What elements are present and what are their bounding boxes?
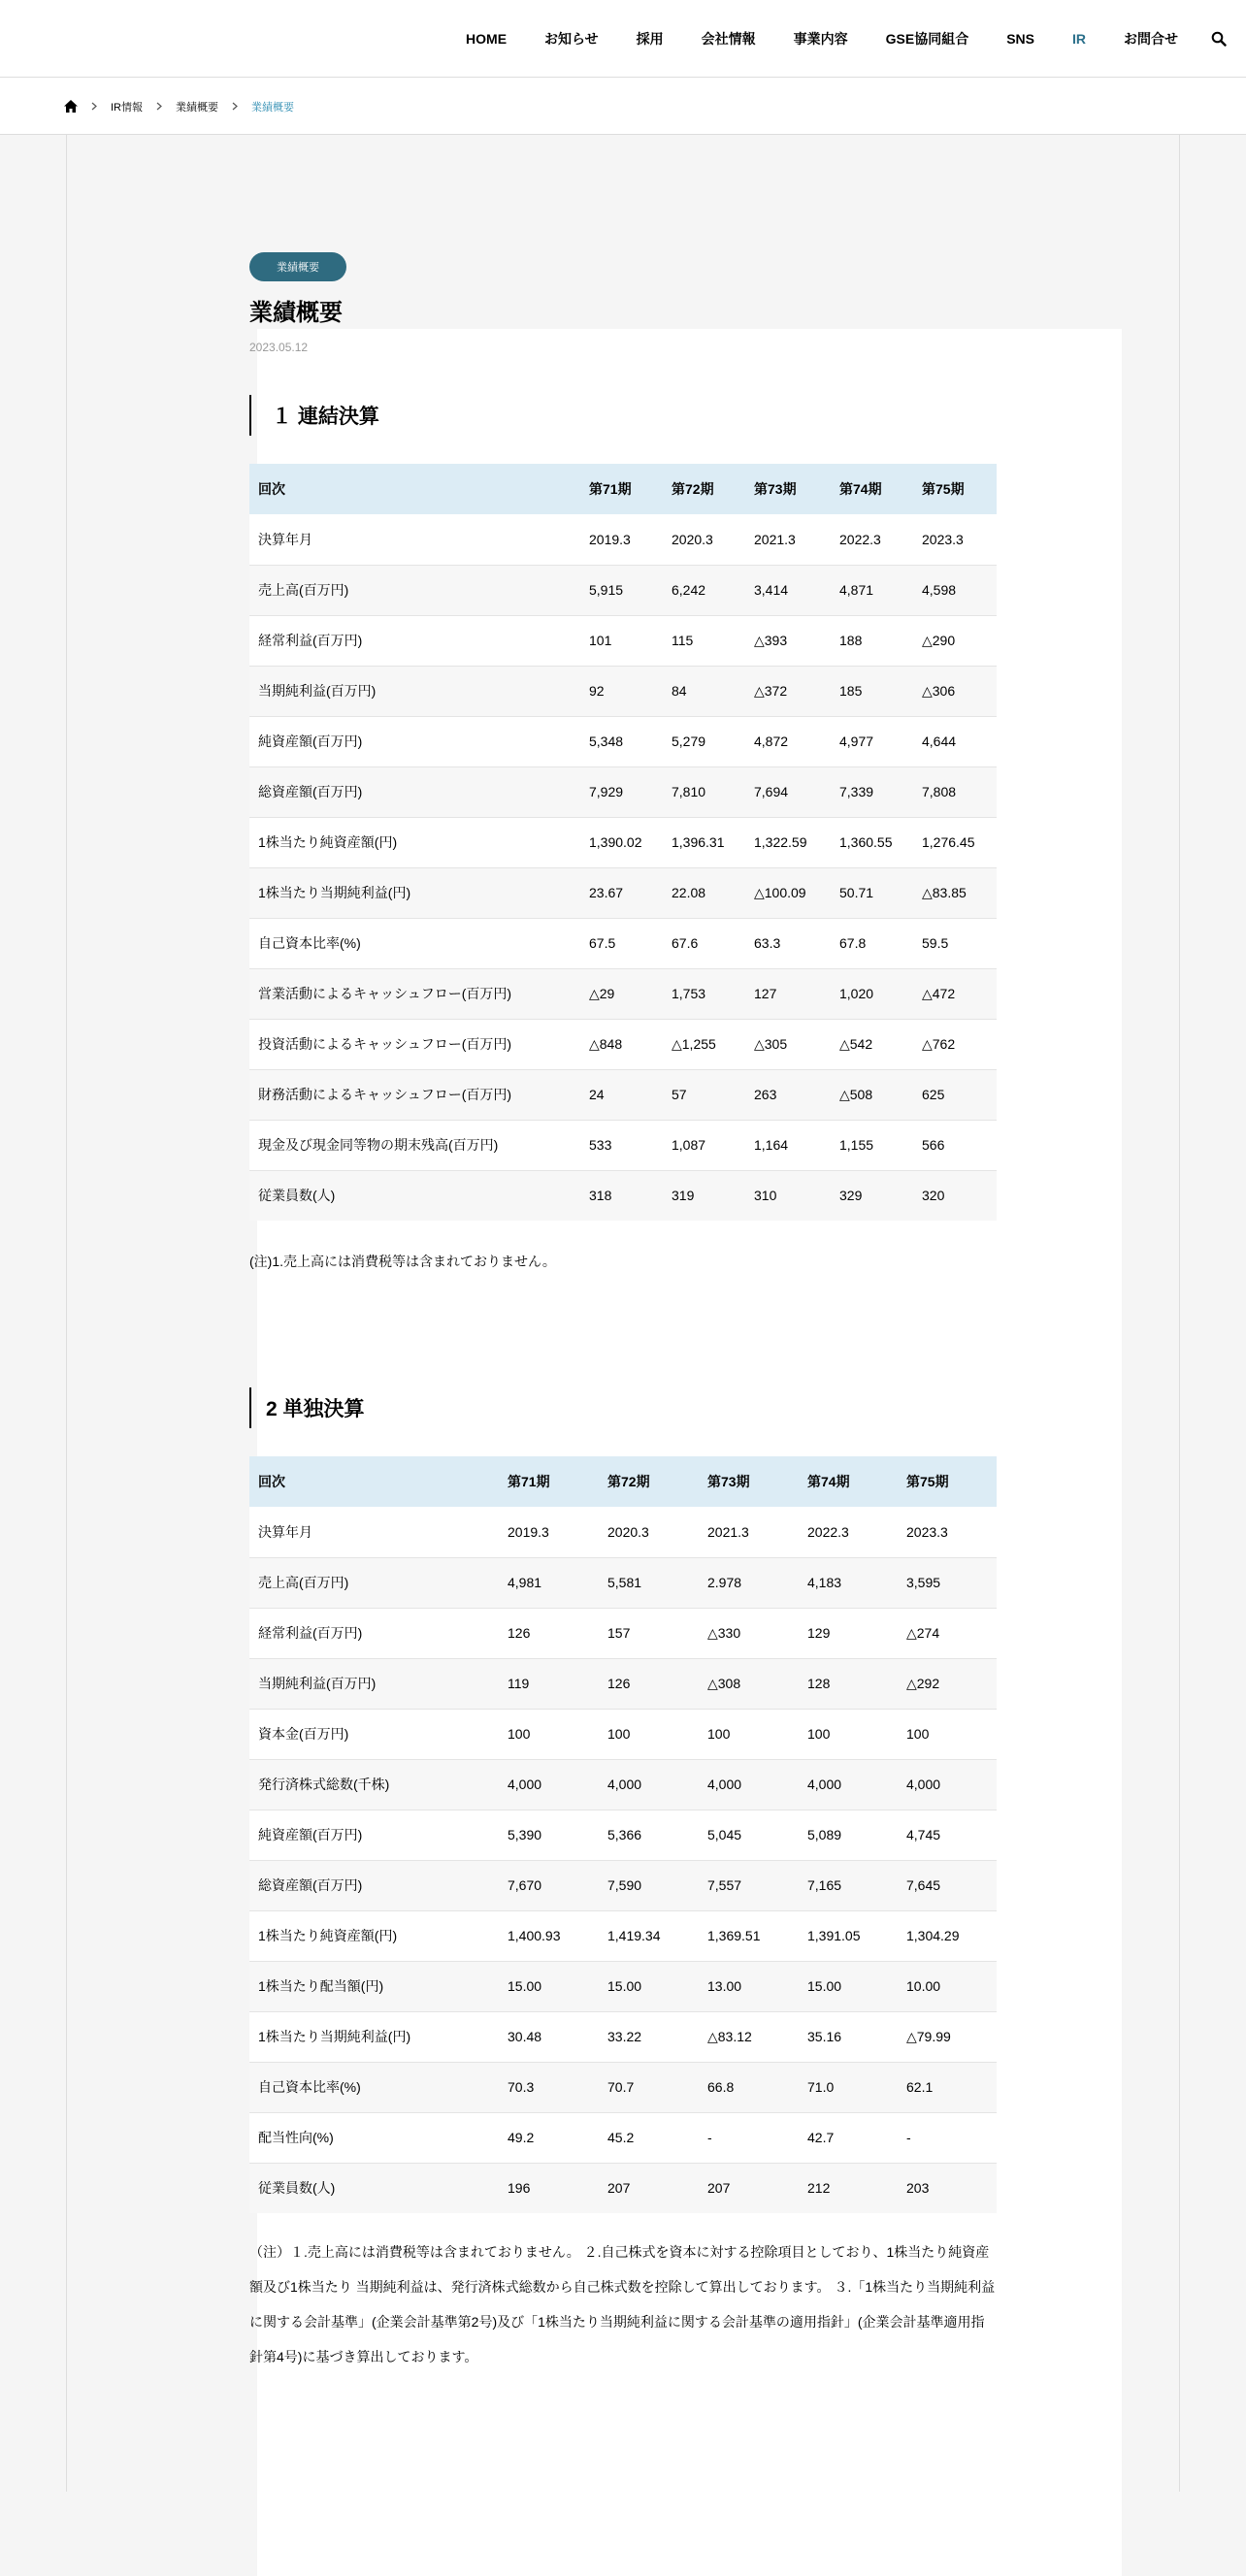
value-cell: 7,339 (839, 784, 874, 799)
table-row (249, 1069, 997, 1120)
value-cell: 33.22 (607, 2029, 642, 2044)
row-label-cell: 資本金(百万円) (258, 1726, 349, 1742)
value-cell: 157 (607, 1625, 631, 1641)
column-header-period: 第75期 (898, 1456, 997, 1507)
value-cell: 5,089 (807, 1827, 842, 1842)
breadcrumb (64, 78, 294, 135)
search-icon[interactable] (1199, 0, 1238, 78)
table-row (249, 1557, 997, 1608)
category-badge[interactable]: 業績概要 (249, 252, 346, 281)
row-label-cell: 営業活動によるキャッシュフロー(百万円) (258, 986, 512, 1001)
row-label-cell: 自己資本比率(%) (258, 2079, 361, 2095)
value-cell: 7,670 (508, 1877, 542, 1893)
table-row (249, 867, 997, 918)
value-cell: △100.09 (754, 884, 806, 900)
table-row (249, 1608, 997, 1658)
nav-item-gse[interactable]: GSE協同組合 (885, 31, 969, 47)
breadcrumb-link-ir[interactable]: IR情報 (111, 101, 143, 114)
table-row (249, 1910, 997, 1961)
nav-item-contact[interactable]: お問合せ (1124, 31, 1178, 47)
value-cell: 119 (508, 1676, 530, 1691)
table-row (249, 565, 997, 615)
row-label-cell: 純資産額(百万円) (258, 1827, 363, 1842)
page-title: 業績概要 (249, 300, 343, 326)
value-cell: 3,595 (906, 1575, 941, 1590)
column-header-period: 第73期 (745, 464, 831, 514)
value-cell: 3,414 (754, 582, 789, 598)
row-label-cell: 1株当たり配当額(円) (258, 1978, 384, 1994)
nav-item-company[interactable]: 会社情報 (701, 31, 756, 47)
value-cell: 212 (807, 2180, 831, 2197)
value-cell: 49.2 (508, 2130, 535, 2145)
chevron-right-icon (232, 102, 238, 111)
row-label-cell: 経常利益(百万円) (258, 1625, 363, 1641)
value-cell: △330 (707, 1624, 741, 1641)
value-cell: 4,000 (508, 1777, 542, 1792)
value-cell: 320 (922, 1188, 945, 1204)
value-cell: 2020.3 (607, 1523, 649, 1540)
value-cell: 4,598 (922, 582, 957, 598)
value-cell: 7,929 (589, 784, 624, 799)
value-cell: 2020.3 (672, 531, 713, 547)
value-cell: 2023.3 (906, 1523, 948, 1540)
value-cell: 126 (607, 1676, 631, 1691)
value-cell: 5,348 (589, 734, 624, 749)
row-label-cell: 自己資本比率(%) (258, 935, 361, 951)
value-cell: 203 (906, 2180, 930, 2197)
column-header-period: 第72期 (599, 1456, 699, 1507)
value-cell: 70.3 (508, 2079, 535, 2095)
table-row (249, 666, 997, 716)
row-label-cell: 従業員数(人) (258, 1188, 336, 1204)
value-cell: 67.8 (839, 935, 867, 951)
value-cell: △29 (589, 985, 615, 1001)
value-cell: 5,915 (589, 582, 624, 598)
value-cell: △274 (906, 1624, 940, 1641)
value-cell: 67.6 (672, 935, 699, 951)
value-cell: △508 (839, 1086, 873, 1102)
value-cell: 4,871 (839, 582, 874, 598)
column-header-period: 第72期 (663, 464, 745, 514)
table-row (249, 2062, 997, 2112)
value-cell: 22.08 (672, 885, 706, 900)
value-cell: 100 (707, 1726, 731, 1742)
nav-item-ir[interactable]: IR (1072, 31, 1086, 47)
value-cell: △79.99 (906, 2028, 951, 2044)
nav-item-business[interactable]: 事業内容 (793, 31, 848, 47)
value-cell: 100 (807, 1726, 831, 1742)
value-cell: 63.3 (754, 935, 781, 951)
value-cell: 1,400.93 (508, 1928, 561, 1943)
row-label-cell: 1株当たり当期純利益(円) (258, 2029, 411, 2044)
value-cell: 1,164 (754, 1137, 789, 1153)
table-row (249, 766, 997, 817)
row-label-cell: 当期純利益(百万円) (258, 683, 377, 699)
breadcrumb-link-summary[interactable]: 業績概要 (176, 101, 218, 114)
value-cell: 1,020 (839, 986, 874, 1001)
row-label-cell: 売上高(百万円) (258, 1575, 349, 1590)
standalone-note: （注）１.売上高には消費税等は含まれておりません。 ２.自己株式を資本に対する控除項目としており、1株当たり純資産額及び1株当たり 当期純利益は、発行済株式総数から自己株式数を控除して算出しております。 ３.「1株当たり当期純利益に関する会計基準」(企業会計基準第2号)及び「1株当たり当期純利益に関する会計基準の適用指針」(企業会計基準適用指針第4号)に基づき算出しております。 (249, 2244, 996, 2364)
value-cell: 100 (906, 1726, 930, 1742)
column-header-period: 第75期 (913, 464, 997, 514)
table-header-row (249, 464, 997, 514)
value-cell: 128 (807, 1676, 831, 1691)
value-cell: △1,255 (672, 1035, 716, 1052)
value-cell: 188 (839, 633, 863, 648)
site-header (0, 0, 1246, 78)
value-cell: △762 (922, 1035, 956, 1052)
value-cell: 1,276.45 (922, 834, 975, 850)
row-label-cell: 財務活動によるキャッシュフロー(百万円) (258, 1087, 512, 1102)
value-cell: 23.67 (589, 885, 624, 900)
value-cell: 566 (922, 1137, 945, 1153)
value-cell: 45.2 (607, 2130, 635, 2145)
column-header-period: 第74期 (831, 464, 913, 514)
column-header-label: 回次 (249, 464, 580, 514)
value-cell: 4,644 (922, 734, 957, 749)
table-row (249, 1961, 997, 2011)
value-cell: 7,557 (707, 1877, 742, 1893)
value-cell: 5,366 (607, 1827, 642, 1842)
table-row (249, 2112, 997, 2163)
table-row (249, 716, 997, 766)
row-label-cell: 従業員数(人) (258, 2180, 336, 2197)
table-row (249, 1658, 997, 1709)
value-cell: △372 (754, 682, 788, 699)
nav-item-sns[interactable]: SNS (1006, 31, 1034, 47)
value-cell: 1,155 (839, 1137, 874, 1153)
value-cell: 50.71 (839, 885, 874, 900)
table-row (249, 918, 997, 968)
standalone-table (249, 1456, 997, 2213)
value-cell: 126 (508, 1625, 531, 1641)
table-row (249, 1507, 997, 1557)
value-cell: 115 (672, 633, 694, 648)
value-cell: 4,977 (839, 734, 874, 749)
value-cell: 7,590 (607, 1877, 642, 1893)
value-cell: 7,810 (672, 784, 706, 799)
value-cell: 4,000 (906, 1777, 941, 1792)
value-cell: 4,981 (508, 1575, 542, 1590)
value-cell: 625 (922, 1087, 945, 1102)
home-icon[interactable] (64, 100, 78, 114)
consolidated-note: (注)1.売上高には消費税等は含まれておりません。 (249, 1254, 556, 1269)
value-cell: △393 (754, 632, 788, 648)
value-cell: 1,360.55 (839, 834, 893, 850)
table-row (249, 1019, 997, 1069)
value-cell: 67.5 (589, 935, 616, 951)
row-label-cell: 発行済株式総数(千株) (258, 1777, 390, 1792)
value-cell: 319 (672, 1188, 695, 1204)
value-cell: 207 (607, 2180, 631, 2197)
value-cell: 92 (589, 683, 605, 699)
value-cell: 7,694 (754, 784, 789, 799)
value-cell: 13.00 (707, 1978, 742, 1994)
value-cell: 84 (672, 683, 687, 699)
value-cell: △308 (707, 1675, 741, 1691)
value-cell: 62.1 (906, 2079, 934, 2095)
value-cell: 1,322.59 (754, 834, 807, 850)
row-label-cell: 経常利益(百万円) (258, 633, 363, 648)
row-label-cell: 1株当たり純資産額(円) (258, 834, 398, 850)
value-cell: 263 (754, 1087, 777, 1102)
breadcrumb-current: 業績概要 (251, 101, 294, 114)
value-cell: 1,087 (672, 1137, 706, 1153)
table-row (249, 514, 997, 565)
table-row (249, 1709, 997, 1759)
value-cell: 533 (589, 1137, 612, 1153)
value-cell: 4,183 (807, 1575, 842, 1590)
value-cell: 2021.3 (754, 531, 796, 547)
value-cell: 1,304.29 (906, 1928, 960, 1943)
value-cell: 1,753 (672, 986, 706, 1001)
value-cell: △83.85 (922, 884, 967, 900)
value-cell: 15.00 (607, 1978, 642, 1994)
table-row (249, 1120, 997, 1170)
row-label-cell: 1株当たり純資産額(円) (258, 1928, 398, 1943)
value-cell: △83.12 (707, 2028, 752, 2044)
value-cell: 207 (707, 2180, 731, 2197)
value-cell: 70.7 (607, 2079, 635, 2095)
nav-item-recruit[interactable]: 採用 (636, 31, 664, 47)
row-label-cell: 総資産額(百万円) (258, 1877, 363, 1893)
value-cell: 4,000 (707, 1777, 742, 1792)
table-row (249, 2011, 997, 2062)
table-row (249, 817, 997, 867)
table-header-row (249, 1456, 997, 1507)
value-cell: 196 (508, 2180, 531, 2197)
column-header-period: 第73期 (699, 1456, 799, 1507)
value-cell: 24 (589, 1087, 605, 1102)
section-heading-consolidated: １ 連結決算 (249, 395, 379, 436)
value-cell: 6,242 (672, 582, 706, 598)
value-cell: 310 (754, 1188, 777, 1204)
value-cell: 1,419.34 (607, 1928, 661, 1943)
value-cell: 66.8 (707, 2079, 735, 2095)
value-cell: 1,396.31 (672, 834, 725, 850)
table-row (249, 615, 997, 666)
table-row (249, 968, 997, 1019)
value-cell: 2.978 (707, 1575, 742, 1590)
column-header-period: 第71期 (580, 464, 663, 514)
value-cell: 1,390.02 (589, 834, 642, 850)
nav-item-news[interactable]: お知らせ (544, 31, 599, 47)
value-cell: 5,279 (672, 734, 706, 749)
row-label-cell: 投資活動によるキャッシュフロー(百万円) (258, 1036, 512, 1052)
value-cell: 1,369.51 (707, 1928, 761, 1943)
value-cell: 42.7 (807, 2130, 835, 2145)
value-cell: 30.48 (508, 2029, 542, 2044)
value-cell: 2022.3 (839, 531, 881, 547)
row-label-cell: 総資産額(百万円) (258, 784, 363, 799)
value-cell: 15.00 (508, 1978, 542, 1994)
value-cell: 4,745 (906, 1827, 941, 1842)
row-label-cell: 当期純利益(百万円) (258, 1676, 377, 1691)
column-header-period: 第71期 (499, 1456, 599, 1507)
value-cell: 2022.3 (807, 1523, 849, 1540)
value-cell: 101 (589, 633, 612, 648)
value-cell: △848 (589, 1035, 623, 1052)
table-row (249, 1170, 997, 1221)
value-cell: 35.16 (807, 2029, 842, 2044)
value-cell: 2021.3 (707, 1523, 749, 1540)
value-cell: 10.00 (906, 1978, 941, 1994)
value-cell: 2019.3 (589, 531, 631, 547)
value-cell: 4,000 (807, 1777, 842, 1792)
value-cell: 1,391.05 (807, 1928, 861, 1943)
value-cell: 129 (807, 1625, 831, 1641)
value-cell: - (707, 2130, 712, 2145)
row-label-cell: 決算年月 (258, 531, 312, 547)
value-cell: △542 (839, 1035, 873, 1052)
global-nav (466, 0, 1246, 78)
row-label-cell: 1株当たり当期純利益(円) (258, 885, 411, 900)
post-date: 2023.05.12 (249, 341, 309, 354)
value-cell: 71.0 (807, 2079, 835, 2095)
table-row (249, 1759, 997, 1810)
row-label-cell: 決算年月 (258, 1523, 312, 1540)
value-cell: 100 (607, 1726, 631, 1742)
value-cell: 5,581 (607, 1575, 642, 1590)
breadcrumb-bar (0, 78, 1246, 135)
consolidated-table (249, 464, 997, 1221)
chevron-right-icon (91, 102, 97, 111)
value-cell: 318 (589, 1188, 612, 1204)
value-cell: 59.5 (922, 935, 949, 951)
value-cell: 4,872 (754, 734, 789, 749)
value-cell: 100 (508, 1726, 531, 1742)
chevron-right-icon (156, 102, 162, 111)
nav-item-home[interactable]: HOME (466, 31, 508, 47)
row-label-cell: 現金及び現金同等物の期末残高(百万円) (258, 1137, 499, 1153)
table-row (249, 1810, 997, 1860)
table-row (249, 1860, 997, 1910)
value-cell: 2023.3 (922, 531, 964, 547)
value-cell: △306 (922, 682, 956, 699)
value-cell: △290 (922, 632, 956, 648)
value-cell: 4,000 (607, 1777, 642, 1792)
table-row (249, 2163, 997, 2213)
column-header-label: 回次 (249, 1456, 499, 1507)
value-cell: - (906, 2130, 911, 2145)
value-cell: 185 (839, 683, 863, 699)
value-cell: △472 (922, 985, 956, 1001)
value-cell: 15.00 (807, 1978, 842, 1994)
value-cell: 329 (839, 1188, 863, 1204)
value-cell: 7,808 (922, 784, 957, 799)
row-label-cell: 配当性向(%) (258, 2130, 334, 2145)
value-cell: △305 (754, 1035, 788, 1052)
value-cell: 57 (672, 1087, 687, 1102)
value-cell: 5,045 (707, 1827, 742, 1842)
row-label-cell: 売上高(百万円) (258, 582, 349, 598)
value-cell: 2019.3 (508, 1523, 549, 1540)
value-cell: 127 (754, 986, 777, 1001)
row-label-cell: 純資産額(百万円) (258, 734, 363, 749)
value-cell: △292 (906, 1675, 940, 1691)
section-heading-standalone: 2 単独決算 (249, 1387, 365, 1428)
column-header-period: 第74期 (799, 1456, 898, 1507)
value-cell: 5,390 (508, 1827, 542, 1842)
value-cell: 7,645 (906, 1877, 941, 1893)
value-cell: 7,165 (807, 1877, 842, 1893)
